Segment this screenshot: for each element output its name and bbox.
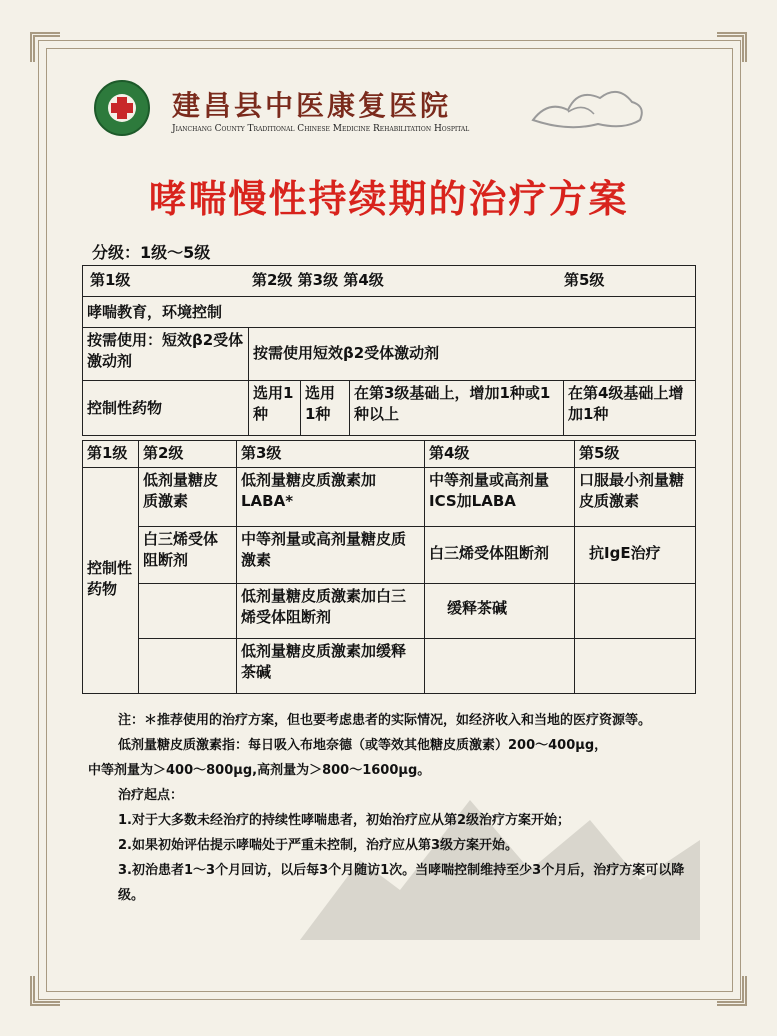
table1-level-5: 第5级 xyxy=(564,271,605,289)
step3-item: 中等剂量或高剂量糖皮质激素 xyxy=(236,526,425,584)
table2-header-1: 第1级 xyxy=(82,440,139,468)
table2-controller-label: 控制性药物 xyxy=(82,467,139,694)
hospital-name-en: Jianchang County Traditional Chinese Medicine Rehabilitation Hospital xyxy=(172,124,470,134)
note-recommendation: 注：＊推荐使用的治疗方案，但也要考虑患者的实际情况，如经济收入和当地的医疗资源等。 xyxy=(118,713,652,728)
grading-label: 分级：1级～5级 xyxy=(92,243,211,262)
corner-ornament xyxy=(30,976,60,1006)
step5-description: 在第4级基础上增加1种 xyxy=(563,380,696,436)
table2-header-5: 第5级 xyxy=(574,440,696,468)
table1-levels-2-4: 第2级 第3级 第4级 xyxy=(252,271,384,289)
step2-empty xyxy=(138,638,237,694)
step3-item: 低剂量糖皮质激素加缓释茶碱 xyxy=(236,638,425,694)
notes-section xyxy=(88,708,694,908)
start-point-item: 1.对于大多数未经治疗的持续性哮喘患者，初始治疗应从第2级治疗方案开始； xyxy=(118,813,571,828)
step5-empty xyxy=(574,638,696,694)
step2-empty xyxy=(138,583,237,639)
cloud-decoration xyxy=(528,80,648,134)
start-point-item: 3.初治患者1～3个月回访，以后每3个月随访1次。当哮喘控制维持至少3个月后，治疗方案可以降级。 xyxy=(118,863,685,903)
table2-header-3: 第3级 xyxy=(236,440,425,468)
corner-ornament xyxy=(717,32,747,62)
table2-header-2: 第2级 xyxy=(138,440,237,468)
note-dose-levels: 中等剂量为＞400～800μg,高剂量为＞800～1600μg。 xyxy=(88,763,431,778)
note-dose-definition: 低剂量糖皮质激素指：每日吸入布地奈德（或等效其他糖皮质激素）200～400μg， xyxy=(118,738,608,753)
choose-one-a: 选用1种 xyxy=(248,380,301,436)
step5-item: 抗IgE治疗 xyxy=(574,526,696,584)
step4-description: 在第3级基础上，增加1种或1种以上 xyxy=(349,380,564,436)
reliever-right: 按需使用短效β2受体激动剂 xyxy=(248,327,696,381)
page-title: 哮喘慢性持续期的治疗方案 xyxy=(148,177,629,221)
step4-item: 中等剂量或高剂量ICS加LABA xyxy=(424,467,575,527)
reliever-left: 按需使用：短效β2受体激动剂 xyxy=(82,327,249,381)
choose-one-b: 选用1种 xyxy=(300,380,350,436)
step2-item: 低剂量糖皮质激素 xyxy=(138,467,237,527)
start-point-item: 2.如果初始评估提示哮喘处于严重未控制，治疗应从第3级方案开始。 xyxy=(118,838,519,853)
step3-item: 低剂量糖皮质激素加白三烯受体阻断剂 xyxy=(236,583,425,639)
hospital-logo xyxy=(94,80,150,136)
education-row: 哮喘教育，环境控制 xyxy=(82,296,696,328)
step5-item: 口服最小剂量糖皮质激素 xyxy=(574,467,696,527)
step4-item: 缓释茶碱 xyxy=(424,583,575,639)
table1-controller-label: 控制性药物 xyxy=(82,380,249,436)
step4-empty xyxy=(424,638,575,694)
table2-header-4: 第4级 xyxy=(424,440,575,468)
step5-empty xyxy=(574,583,696,639)
corner-ornament xyxy=(30,32,60,62)
step2-item: 白三烯受体阻断剂 xyxy=(138,526,237,584)
step3-item: 低剂量糖皮质激素加LABA* xyxy=(236,467,425,527)
table1-level-1: 第1级 xyxy=(90,271,131,289)
hospital-name: 建昌县中医康复医院 xyxy=(172,89,452,122)
step4-item: 白三烯受体阻断剂 xyxy=(424,526,575,584)
start-point-title: 治疗起点： xyxy=(118,788,184,803)
corner-ornament xyxy=(717,976,747,1006)
